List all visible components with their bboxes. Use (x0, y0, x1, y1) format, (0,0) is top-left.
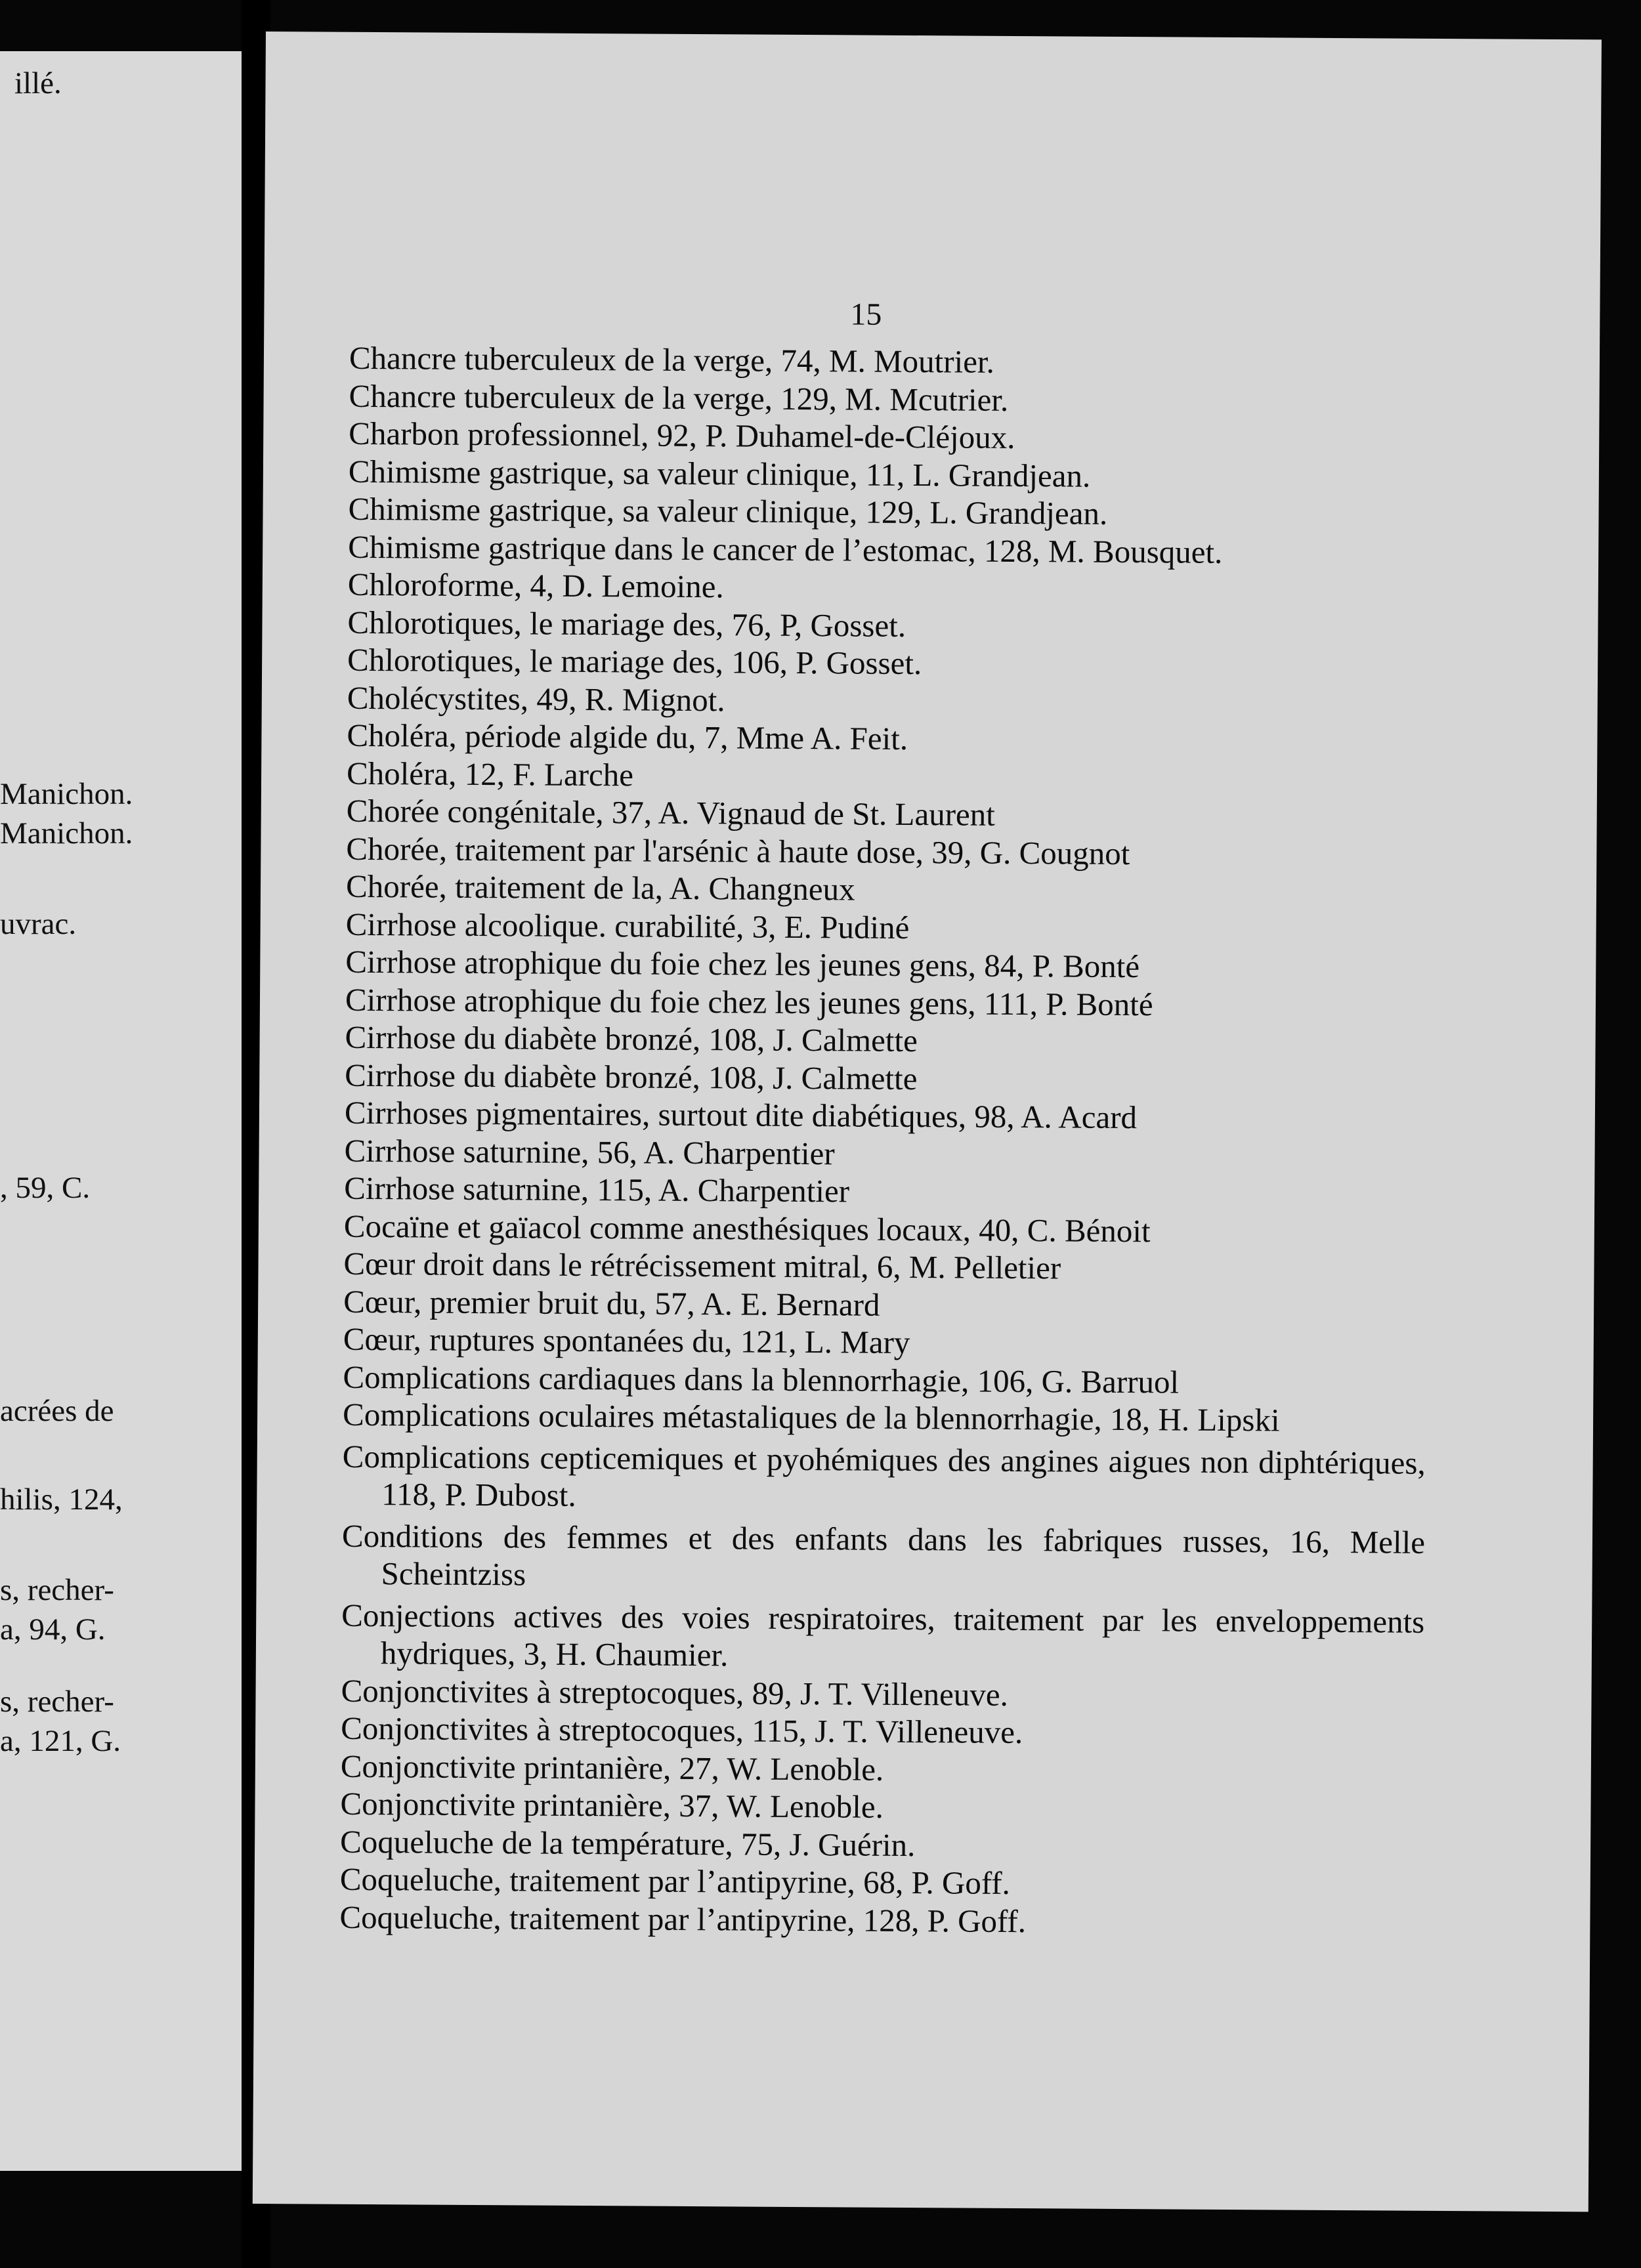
facing-line: a, 94, G. (0, 1612, 106, 1647)
page-number: 15 (850, 297, 882, 332)
index-entry: Cirrhose saturnine, 115, A. Charpentier (344, 1169, 850, 1209)
index-entry: Chimisme gastrique dans le cancer de l’estomac, 128, M. Bousquet. (348, 528, 1223, 570)
index-entry: Cirrhoses pigmentaires, surtout dite diabétiques, 98, A. Acard (344, 1094, 1138, 1136)
facing-line: a, 121, G. (0, 1724, 121, 1758)
index-entry: Chloroforme, 4, D. Lemoine. (347, 566, 724, 605)
facing-line: , 59, C. (0, 1171, 91, 1205)
index-entry: Cœur, ruptures spontanées du, 121, L. Mary (343, 1320, 910, 1361)
index-entry: Chimisme gastrique, sa valeur clinique, 129, L. Grandjean. (348, 490, 1108, 532)
index-entry: Chorée congénitale, 37, A. Vignaud de St. Laurent (346, 792, 996, 833)
facing-line: Manichon. (0, 816, 133, 850)
index-entry: Chlorotiques, le mariage des, 106, P. Gosset. (347, 641, 922, 682)
index-page (253, 32, 1602, 2212)
index-entry: Coqueluche de la température, 75, J. Guérin. (339, 1823, 916, 1863)
index-entry: Choléra, 12, F. Larche (346, 755, 634, 793)
index-entry: Charbon professionnel, 92, P. Duhamel-de-Cléjoux. (349, 415, 1015, 455)
facing-line: Manichon. (0, 777, 133, 811)
index-entries (339, 339, 1426, 1942)
index-entry: Conjonctivite printanière, 27, W. Lenoble. (340, 1748, 884, 1788)
index-entry: Cholécystites, 49, R. Mignot. (347, 679, 725, 718)
index-entry-wrapped: Conditions des femmes et des enfants dans les fabriques russes, 16, Melle Scheintziss (341, 1517, 1426, 1593)
index-entry: Chorée, traitement par l'arsénic à haute dose, 39, G. Cougnot (346, 830, 1130, 872)
index-entry: Cirrhose alcoolique. curabilité, 3, E. Pudiné (345, 906, 910, 946)
index-entry: Chancre tuberculeux de la verge, 74, M. Moutrier. (349, 339, 994, 380)
facing-line: s, recher- (0, 1685, 114, 1719)
index-entry-wrapped: Complications oculaires métastaliques de la blennorrhagie, 18, H. Lipski (342, 1396, 1280, 1438)
index-entry: Cirrhose saturnine, 56, A. Charpentier (344, 1132, 835, 1171)
index-entry: Cirrhose du diabète bronzé, 108, J. Calmette (345, 1057, 918, 1097)
index-entry: Chimisme gastrique, sa valeur clinique, 11, L. Grandjean. (348, 453, 1091, 494)
index-entry: Choléra, période algide du, 7, Mme A. Feit. (347, 717, 908, 757)
index-entry: Conjonctivites à streptocoques, 115, J. T. Villeneuve. (341, 1710, 1023, 1751)
index-entry: Coqueluche, traitement par l’antipyrine, 68, P. Goff. (339, 1860, 1011, 1901)
facing-line: s, recher- (0, 1573, 114, 1607)
facing-page-fragment (0, 51, 242, 2171)
index-entry: Conjonctivite printanière, 37, W. Lenoble. (340, 1785, 884, 1825)
facing-line: uvrac. (0, 907, 77, 941)
index-entry: Cocaïne et gaïacol comme anesthésiques locaux, 40, C. Bénoit (343, 1208, 1151, 1249)
index-entry: Cirrhose atrophique du foie chez les jeunes gens, 84, P. Bonté (345, 943, 1140, 985)
index-entry: Cœur, premier bruit du, 57, A. E. Bernard (343, 1283, 880, 1323)
index-entry: Complications cardiaques dans la blennorrhagie, 106, G. Barruol (343, 1358, 1180, 1400)
facing-line: acrées de (0, 1394, 114, 1428)
index-entry-wrapped: Conjections actives des voies respiratoires, traitement par les enveloppements hydriques, 3, H. Chaumier. (341, 1597, 1425, 1673)
index-entry: Cirrhose du diabète bronzé, 108, J. Calmette (345, 1018, 918, 1059)
index-entry: Coqueluche, traitement par l’antipyrine, 128, P. Goff. (339, 1899, 1027, 1939)
index-entry: Chorée, traitement de la, A. Changneux (345, 868, 855, 908)
index-entry: Conjonctivites à streptocoques, 89, J. T. Villeneuve. (341, 1672, 1009, 1713)
index-entry: Chancre tuberculeux de la verge, 129, M. Mcutrier. (349, 377, 1009, 418)
index-entry: Cirrhose atrophique du foie chez les jeunes gens, 111, P. Bonté (345, 981, 1153, 1022)
index-entry: Cœur droit dans le rétrécissement mitral, 6, M. Pelletier (343, 1245, 1061, 1286)
facing-line: illé. (14, 66, 62, 100)
index-entry: Chlorotiques, le mariage des, 76, P, Gosset. (347, 604, 906, 644)
index-entry-wrapped: Complications cepticemiques et pyohémiques des angines aigues non diphtériques, 118, P. Dubost. (342, 1438, 1426, 1513)
facing-line: hilis, 124, (0, 1482, 123, 1517)
